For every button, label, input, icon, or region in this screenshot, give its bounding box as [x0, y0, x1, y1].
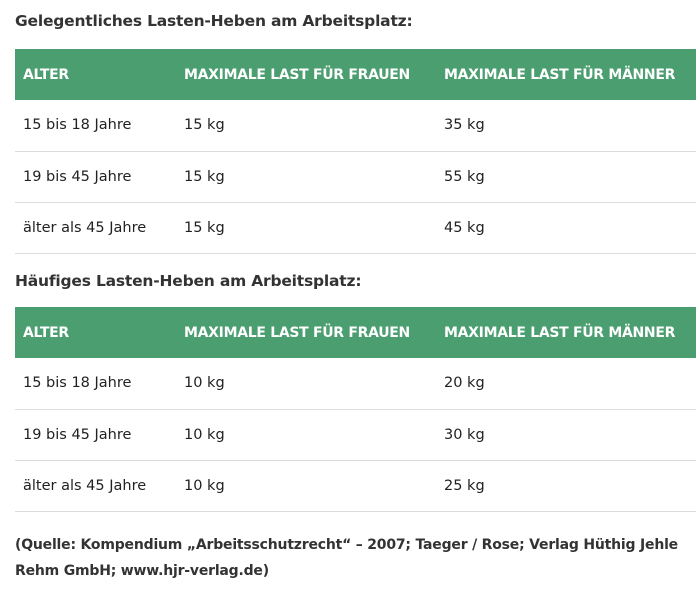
- cell-max-load-women: 15 kg: [184, 219, 225, 236]
- table-row: [15, 100, 696, 151]
- column-header-max-load-women: MAXIMALE LAST FÜR FRAUEN: [184, 66, 410, 83]
- cell-age: älter als 45 Jahre: [23, 219, 147, 236]
- cell-age: 19 bis 45 Jahre: [23, 168, 132, 185]
- cell-age: älter als 45 Jahre: [23, 477, 147, 494]
- section-title-occasional-lifting: Gelegentliches Lasten-Heben am Arbeitsplatz:: [15, 12, 413, 30]
- column-header-age: ALTER: [23, 324, 69, 341]
- table-row: [15, 358, 696, 409]
- cell-max-load-men: 30 kg: [444, 426, 485, 443]
- column-header-max-load-men: MAXIMALE LAST FÜR MÄNNER: [444, 324, 676, 341]
- cell-max-load-women: 10 kg: [184, 477, 225, 494]
- source-citation: (Quelle: Kompendium „Arbeitsschutzrecht“ – 2007; Taeger / Rose; Verlag Hüthig Jehle Rehm GmbH; www.hjr-verlag.de): [15, 537, 678, 579]
- section-title-frequent-lifting: Häufiges Lasten-Heben am Arbeitsplatz:: [15, 272, 362, 290]
- table-row: [15, 409, 696, 460]
- table-row: [15, 460, 696, 511]
- column-header-max-load-women: MAXIMALE LAST FÜR FRAUEN: [184, 324, 410, 341]
- cell-max-load-men: 25 kg: [444, 477, 485, 494]
- table-header-row: [15, 49, 696, 100]
- table-header-row: [15, 307, 696, 358]
- occasional-lifting-table: [15, 49, 696, 254]
- column-header-max-load-men: MAXIMALE LAST FÜR MÄNNER: [444, 66, 676, 83]
- table-row: [15, 151, 696, 202]
- table-row: [15, 202, 696, 253]
- cell-age: 19 bis 45 Jahre: [23, 426, 132, 443]
- column-header-age: ALTER: [23, 66, 69, 83]
- cell-max-load-men: 20 kg: [444, 375, 485, 392]
- cell-max-load-women: 15 kg: [184, 168, 225, 185]
- frequent-lifting-table: [15, 307, 696, 512]
- cell-age: 15 bis 18 Jahre: [23, 375, 132, 392]
- cell-max-load-men: 35 kg: [444, 117, 485, 134]
- cell-max-load-women: 15 kg: [184, 117, 225, 134]
- cell-age: 15 bis 18 Jahre: [23, 117, 132, 134]
- cell-max-load-women: 10 kg: [184, 375, 225, 392]
- cell-max-load-men: 45 kg: [444, 219, 485, 236]
- cell-max-load-men: 55 kg: [444, 168, 485, 185]
- cell-max-load-women: 10 kg: [184, 426, 225, 443]
